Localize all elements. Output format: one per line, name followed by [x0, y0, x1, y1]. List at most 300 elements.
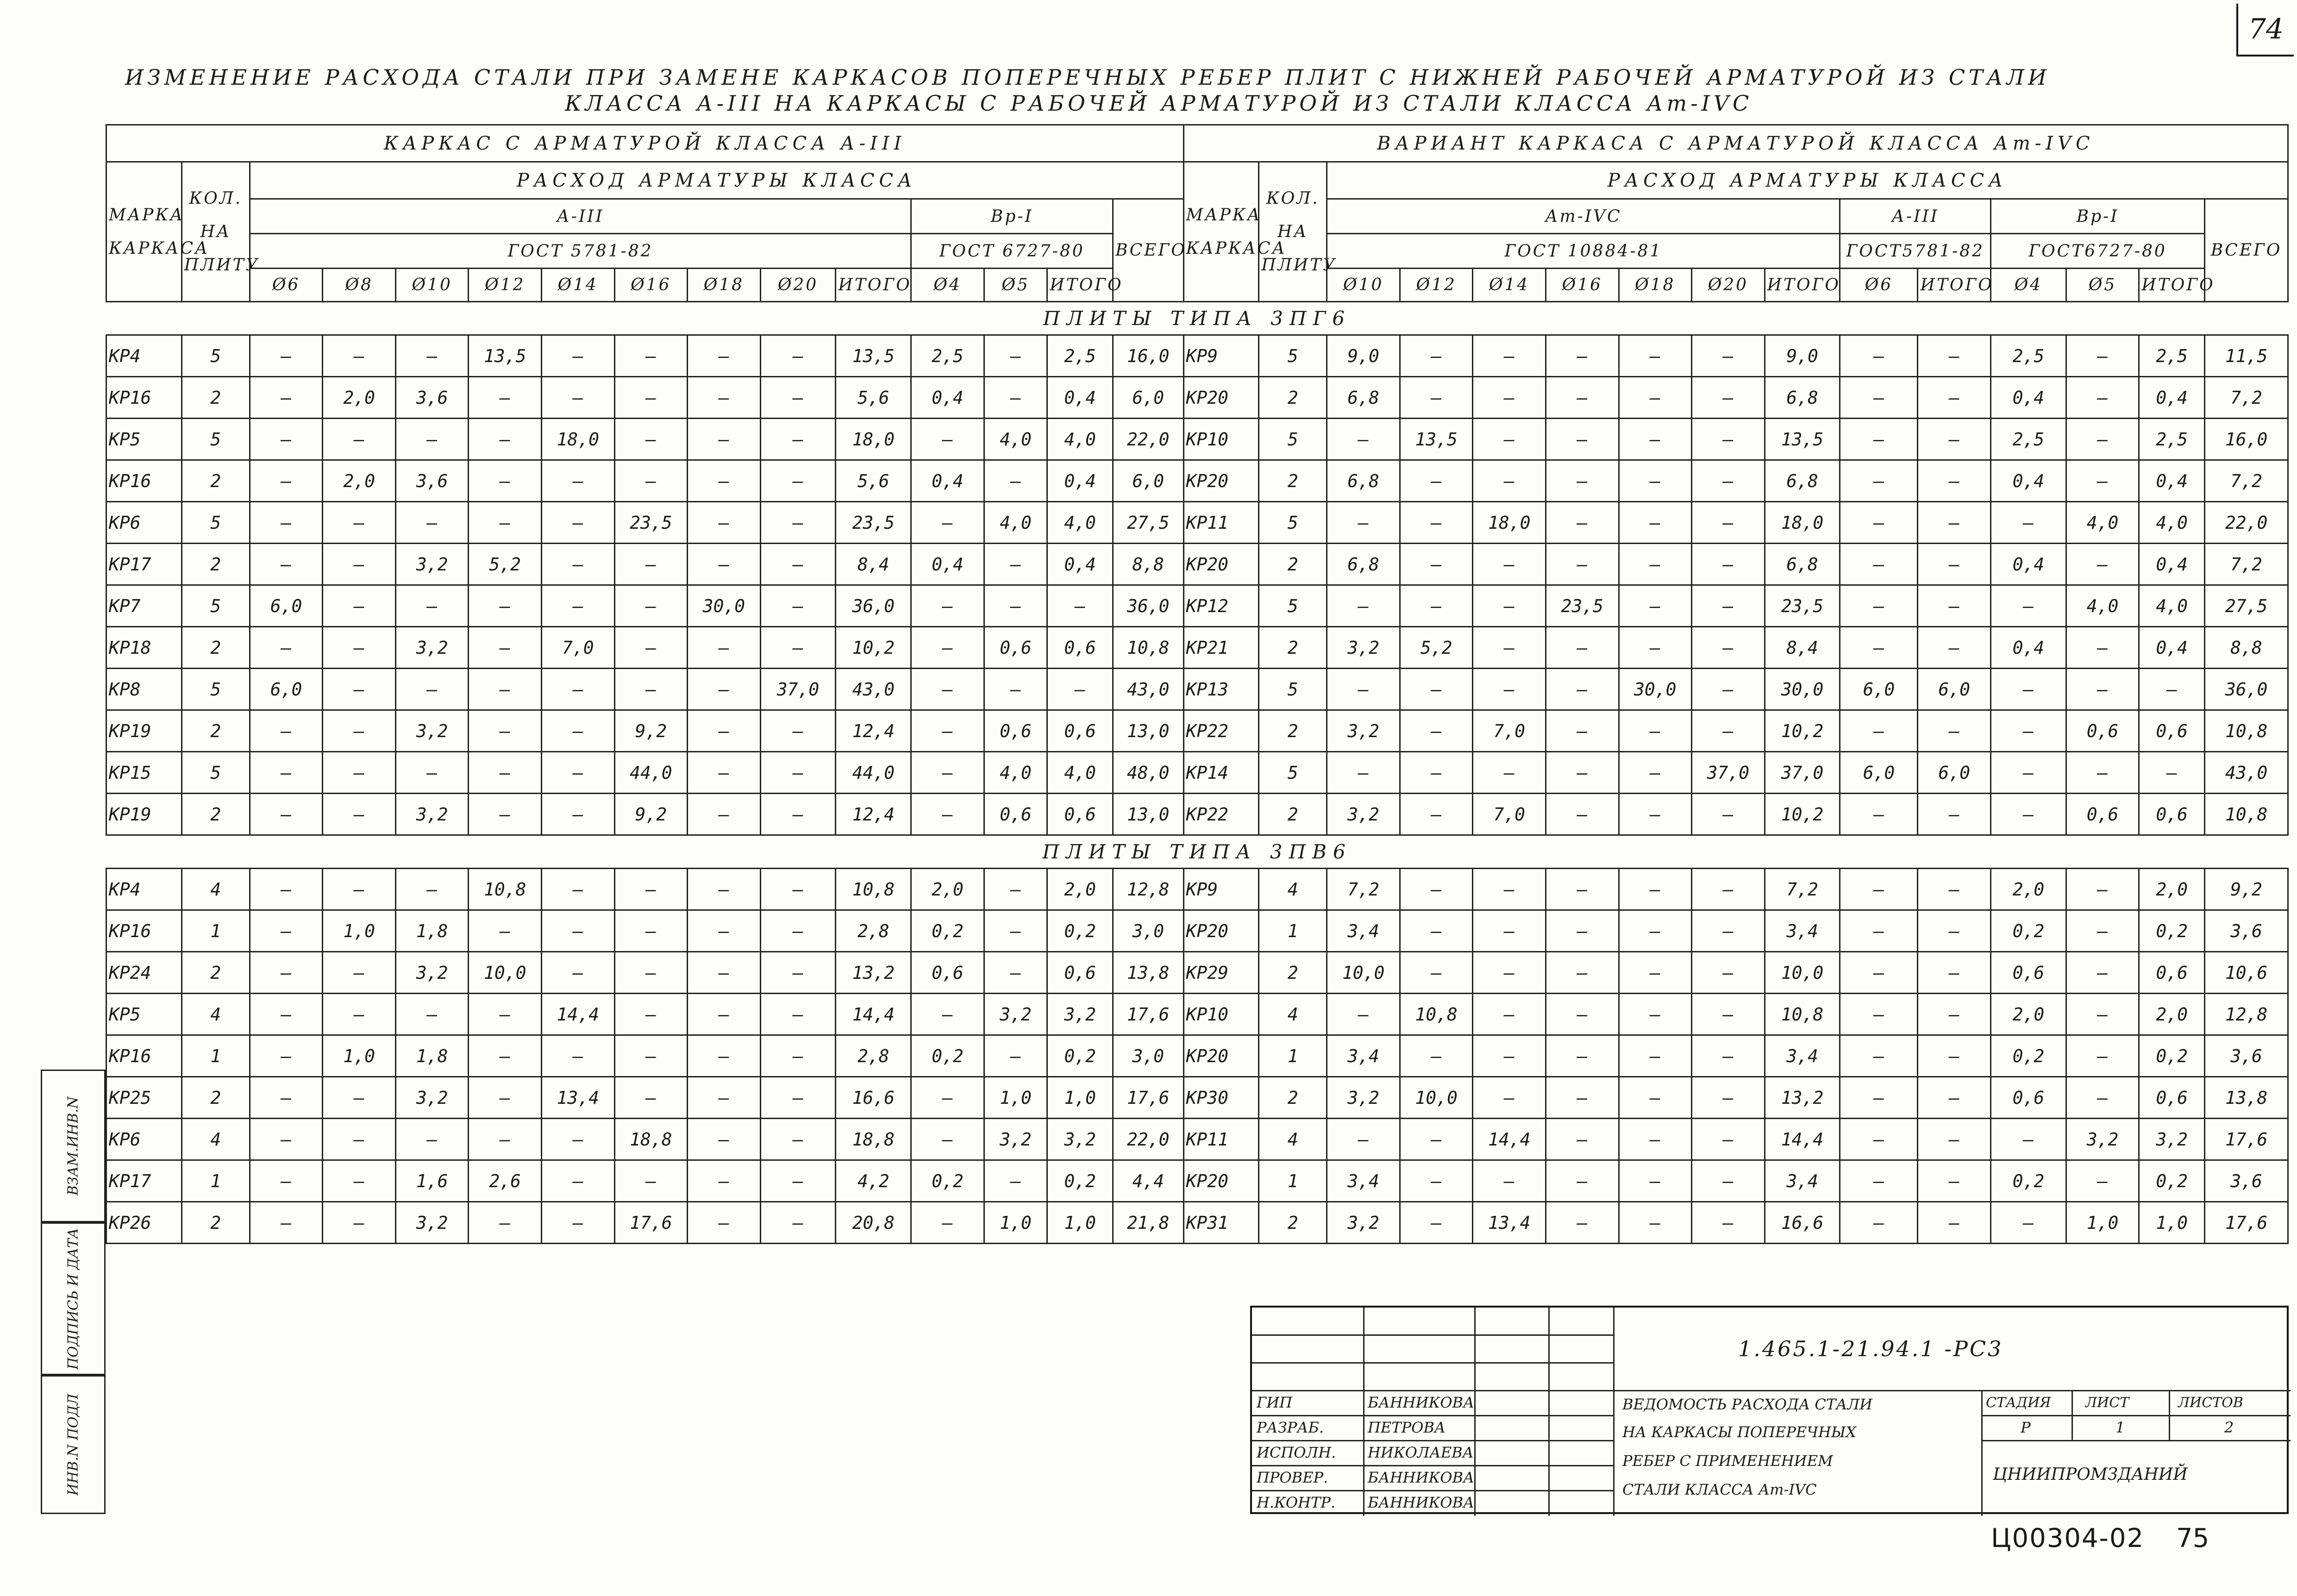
table-cell: 5: [182, 585, 250, 627]
table-cell: —: [1473, 752, 1546, 794]
table-cell: 6,0: [250, 669, 323, 710]
table-cell: 2: [1259, 952, 1327, 994]
left-bp1-diam-header: ИТОГО: [1047, 269, 1113, 302]
table-cell: —: [1546, 1119, 1619, 1160]
frame-mark-cell: КР17: [106, 1160, 182, 1202]
frame-mark-cell: КР16: [106, 910, 182, 952]
table-cell: 5: [182, 502, 250, 544]
table-cell: 6,0: [1113, 460, 1183, 502]
table-cell: —: [250, 419, 323, 460]
table-cell: 0,2: [1991, 1160, 2066, 1202]
table-cell: —: [1840, 710, 1918, 752]
table-cell: —: [1991, 710, 2066, 752]
table-cell: —: [1991, 1202, 2066, 1244]
table-cell: —: [1619, 794, 1692, 835]
table-cell: —: [250, 1202, 323, 1244]
frame-mark-cell: КР20: [1183, 910, 1259, 952]
frame-mark-cell: КР4: [106, 335, 182, 377]
table-cell: —: [542, 1202, 615, 1244]
table-cell: —: [1692, 910, 1765, 952]
table-cell: —: [1400, 1202, 1473, 1244]
table-cell: 0,6: [1991, 1077, 2066, 1119]
table-cell: 12,4: [836, 794, 911, 835]
title-block-name: БАННИКОВА: [1368, 1394, 1475, 1411]
table-cell: 0,6: [1047, 952, 1113, 994]
table-cell: —: [1546, 752, 1619, 794]
table-cell: 3,2: [1327, 1077, 1400, 1119]
table-cell: 5: [1259, 585, 1327, 627]
table-cell: —: [469, 377, 542, 419]
table-cell: —: [250, 377, 323, 419]
right-consumption-header: РАСХОД АРМАТУРЫ КЛАССА: [1327, 162, 2288, 199]
frame-mark-cell: КР10: [1183, 419, 1259, 460]
table-cell: —: [2139, 752, 2205, 794]
table-cell: 10,8: [836, 869, 911, 910]
table-cell: —: [760, 910, 836, 952]
table-cell: —: [1991, 1119, 2066, 1160]
table-cell: 5: [1259, 752, 1327, 794]
table-cell: —: [1840, 1035, 1918, 1077]
table-cell: —: [250, 335, 323, 377]
table-cell: —: [1619, 952, 1692, 994]
table-cell: 0,6: [2139, 710, 2205, 752]
table-cell: 1,0: [2066, 1202, 2139, 1244]
title-block-name: БАННИКОВА: [1368, 1469, 1475, 1486]
table-row: [106, 1202, 2288, 1244]
description-line2: НА КАРКАСЫ ПОПЕРЕЧНЫХ: [1622, 1423, 1857, 1441]
table-cell: —: [614, 1160, 688, 1202]
right-a3-diam-header: ИТОГО: [1918, 269, 1991, 302]
table-cell: —: [2066, 419, 2139, 460]
table-cell: 12,4: [836, 710, 911, 752]
table-cell: —: [911, 1119, 984, 1160]
right-total-header: ВСЕГО: [2205, 199, 2288, 302]
table-cell: 12,8: [2205, 994, 2288, 1035]
table-cell: 7,2: [1765, 869, 1840, 910]
table-cell: 3,2: [2066, 1119, 2139, 1160]
table-cell: —: [984, 869, 1047, 910]
table-cell: 0,6: [1047, 710, 1113, 752]
table-cell: 13,8: [1113, 952, 1183, 994]
table-cell: —: [1546, 460, 1619, 502]
table-cell: —: [911, 994, 984, 1035]
table-cell: —: [250, 910, 323, 952]
left-class-a3: А-III: [250, 199, 911, 234]
table-cell: —: [1327, 502, 1400, 544]
frame-mark-cell: КР11: [1183, 502, 1259, 544]
table-cell: 4,0: [984, 752, 1047, 794]
table-cell: 13,0: [1113, 710, 1183, 752]
table-cell: —: [2066, 1077, 2139, 1119]
frame-mark-cell: КР20: [1183, 377, 1259, 419]
table-cell: —: [1473, 377, 1546, 419]
table-cell: 13,5: [1765, 419, 1840, 460]
table-cell: 3,2: [1327, 710, 1400, 752]
table-cell: 36,0: [836, 585, 911, 627]
table-cell: —: [760, 1119, 836, 1160]
table-cell: 3,2: [395, 794, 469, 835]
table-cell: —: [1619, 335, 1692, 377]
table-cell: —: [1918, 710, 1991, 752]
table-cell: —: [614, 627, 688, 669]
table-cell: —: [1918, 1119, 1991, 1160]
table-cell: —: [614, 669, 688, 710]
table-filler: [106, 1244, 2288, 1271]
table-cell: 4,0: [1047, 419, 1113, 460]
table-cell: —: [1546, 1160, 1619, 1202]
table-cell: —: [1840, 1077, 1918, 1119]
table-cell: —: [469, 669, 542, 710]
table-cell: 30,0: [1619, 669, 1692, 710]
table-cell: 0,6: [984, 710, 1047, 752]
table-cell: —: [688, 335, 761, 377]
table-cell: —: [1619, 910, 1692, 952]
table-cell: 3,2: [395, 1202, 469, 1244]
table-cell: —: [688, 869, 761, 910]
table-cell: —: [760, 544, 836, 585]
table-cell: —: [1400, 1035, 1473, 1077]
table-cell: 0,2: [911, 910, 984, 952]
table-cell: —: [250, 952, 323, 994]
table-cell: —: [1918, 794, 1991, 835]
table-cell: —: [1473, 869, 1546, 910]
right-at4-diam-header: Ø20: [1692, 269, 1765, 302]
table-cell: 13,5: [836, 335, 911, 377]
table-cell: —: [395, 335, 469, 377]
table-cell: 6,8: [1327, 460, 1400, 502]
table-cell: 2,0: [1991, 869, 2066, 910]
table-cell: 3,4: [1327, 1035, 1400, 1077]
table-cell: 18,8: [836, 1119, 911, 1160]
table-cell: 17,6: [1113, 1077, 1183, 1119]
table-cell: 0,2: [1047, 1160, 1113, 1202]
table-cell: —: [1619, 585, 1692, 627]
table-cell: —: [1692, 460, 1765, 502]
table-cell: 2,0: [1047, 869, 1113, 910]
table-cell: 4,0: [2066, 502, 2139, 544]
table-cell: —: [1692, 1119, 1765, 1160]
right-bp1-diam-header: ИТОГО: [2139, 269, 2205, 302]
table-cell: 3,4: [1327, 1160, 1400, 1202]
table-cell: —: [469, 585, 542, 627]
table-cell: 17,6: [2205, 1119, 2288, 1160]
table-cell: —: [1047, 669, 1113, 710]
table-cell: 3,0: [1113, 1035, 1183, 1077]
left-a3-diam-header: Ø18: [688, 269, 761, 302]
document-title-line2: КЛАССА А-III НА КАРКАСЫ С РАБОЧЕЙ АРМАТУРОЙ ИЗ СТАЛИ КЛАССА Ат-IVС: [565, 91, 1753, 116]
table-cell: —: [1400, 669, 1473, 710]
table-cell: 3,6: [2205, 1160, 2288, 1202]
table-cell: —: [250, 752, 323, 794]
table-cell: 0,2: [1047, 1035, 1113, 1077]
table-cell: 10,8: [1113, 627, 1183, 669]
table-cell: —: [323, 869, 396, 910]
table-cell: —: [1918, 502, 1991, 544]
table-cell: 6,0: [1918, 669, 1991, 710]
table-cell: —: [2066, 869, 2139, 910]
table-cell: 2: [1259, 1202, 1327, 1244]
table-cell: —: [1918, 1160, 1991, 1202]
right-at4-diam-header: Ø14: [1473, 269, 1546, 302]
table-cell: —: [1546, 869, 1619, 910]
table-cell: —: [1473, 1035, 1546, 1077]
title-block-role: ПРОВЕР.: [1257, 1469, 1328, 1486]
table-cell: —: [2066, 460, 2139, 502]
table-cell: 2: [1259, 627, 1327, 669]
table-row: [106, 752, 2288, 794]
table-cell: 10,2: [1765, 794, 1840, 835]
section-title: ПЛИТЫ ТИПА 3ПВ6: [106, 835, 2288, 869]
table-cell: 1: [1259, 1035, 1327, 1077]
table-cell: 16,6: [836, 1077, 911, 1119]
table-cell: —: [250, 869, 323, 910]
table-cell: 0,6: [2139, 794, 2205, 835]
table-cell: —: [1400, 952, 1473, 994]
table-cell: 13,2: [836, 952, 911, 994]
table-cell: 6,0: [1113, 377, 1183, 419]
table-cell: 18,0: [1765, 502, 1840, 544]
table-cell: 3,0: [1113, 910, 1183, 952]
table-cell: 5,2: [1400, 627, 1473, 669]
left-gost-bp1: ГОСТ 6727-80: [911, 234, 1113, 269]
table-cell: —: [688, 1035, 761, 1077]
frame-mark-cell: КР24: [106, 952, 182, 994]
frame-mark-cell: КР5: [106, 994, 182, 1035]
table-cell: 7,0: [542, 627, 615, 669]
table-cell: 2,5: [1991, 419, 2066, 460]
table-cell: —: [1991, 669, 2066, 710]
table-cell: 2,5: [2139, 419, 2205, 460]
table-cell: 1: [182, 1160, 250, 1202]
table-cell: —: [1918, 1077, 1991, 1119]
table-cell: 14,4: [542, 994, 615, 1035]
side-stamp-replace-inv-label: ВЗАМ.ИНВ.N: [65, 1096, 81, 1195]
table-cell: —: [1619, 377, 1692, 419]
table-cell: 0,6: [2066, 710, 2139, 752]
table-cell: 0,4: [911, 544, 984, 585]
table-cell: —: [1840, 994, 1918, 1035]
frame-mark-cell: КР16: [106, 1035, 182, 1077]
table-cell: —: [1619, 869, 1692, 910]
table-cell: —: [760, 627, 836, 669]
table-cell: —: [760, 335, 836, 377]
table-cell: 2: [182, 1202, 250, 1244]
table-cell: —: [1546, 994, 1619, 1035]
table-cell: —: [469, 1119, 542, 1160]
table-cell: 4,4: [1113, 1160, 1183, 1202]
table-cell: —: [1400, 502, 1473, 544]
table-cell: —: [688, 1077, 761, 1119]
table-cell: 0,4: [911, 377, 984, 419]
table-cell: —: [1840, 335, 1918, 377]
table-cell: 44,0: [614, 752, 688, 794]
frame-mark-cell: КР19: [106, 794, 182, 835]
table-cell: —: [1546, 669, 1619, 710]
frame-mark-cell: КР19: [106, 710, 182, 752]
table-cell: —: [542, 1035, 615, 1077]
table-cell: —: [911, 752, 984, 794]
table-cell: 4,0: [1047, 752, 1113, 794]
table-cell: 6,0: [1840, 669, 1918, 710]
table-cell: —: [688, 952, 761, 994]
table-cell: —: [1546, 627, 1619, 669]
table-cell: —: [911, 502, 984, 544]
section-title: ПЛИТЫ ТИПА 3ПГ6: [106, 302, 2288, 335]
table-cell: 4: [1259, 1119, 1327, 1160]
table-cell: 0,2: [2139, 910, 2205, 952]
table-cell: —: [250, 794, 323, 835]
table-cell: —: [688, 1202, 761, 1244]
frame-mark-cell: КР14: [1183, 752, 1259, 794]
section-header-row: [106, 302, 2288, 335]
table-cell: 5: [182, 335, 250, 377]
table-cell: —: [2066, 952, 2139, 994]
table-cell: 1: [1259, 1160, 1327, 1202]
table-cell: —: [760, 585, 836, 627]
table-cell: 9,2: [614, 794, 688, 835]
table-cell: —: [1400, 1119, 1473, 1160]
table-cell: —: [1692, 952, 1765, 994]
table-cell: —: [911, 1077, 984, 1119]
table-cell: 0,4: [1991, 544, 2066, 585]
table-cell: 2: [1259, 794, 1327, 835]
table-cell: 9,2: [2205, 869, 2288, 910]
table-cell: —: [614, 460, 688, 502]
right-gost-bp1: ГОСТ6727-80: [1991, 234, 2205, 269]
right-gost-a3: ГОСТ5781-82: [1840, 234, 1991, 269]
table-cell: —: [1546, 335, 1619, 377]
title-block-name: ПЕТРОВА: [1368, 1419, 1446, 1436]
table-cell: —: [760, 460, 836, 502]
table-cell: —: [250, 1119, 323, 1160]
table-cell: 2: [1259, 460, 1327, 502]
frame-mark-cell: КР6: [106, 1119, 182, 1160]
table-cell: —: [469, 752, 542, 794]
table-cell: —: [984, 377, 1047, 419]
table-cell: 1,0: [2139, 1202, 2205, 1244]
table-cell: —: [2139, 669, 2205, 710]
table-cell: —: [1400, 794, 1473, 835]
table-cell: —: [614, 419, 688, 460]
table-cell: —: [984, 544, 1047, 585]
table-cell: —: [395, 419, 469, 460]
description-line4: СТАЛИ КЛАССА Ат-IVС: [1622, 1481, 1817, 1498]
table-cell: 5: [1259, 502, 1327, 544]
table-cell: —: [1991, 585, 2066, 627]
table-cell: 4: [182, 994, 250, 1035]
title-block: [1250, 1306, 2289, 1514]
table-cell: —: [1473, 585, 1546, 627]
table-cell: —: [542, 335, 615, 377]
table-cell: 17,6: [2205, 1202, 2288, 1244]
table-cell: 3,6: [2205, 910, 2288, 952]
table-row: [106, 794, 2288, 835]
right-class-bp1: Вр-I: [1991, 199, 2205, 234]
table-cell: 7,0: [1473, 710, 1546, 752]
table-cell: —: [1400, 869, 1473, 910]
table-cell: 4,0: [2066, 585, 2139, 627]
table-cell: —: [542, 869, 615, 910]
table-cell: 5: [182, 752, 250, 794]
table-cell: —: [688, 1119, 761, 1160]
table-cell: —: [1840, 377, 1918, 419]
table-cell: —: [1991, 794, 2066, 835]
table-cell: —: [1918, 335, 1991, 377]
table-cell: 37,0: [1692, 752, 1765, 794]
table-cell: 3,4: [1765, 1035, 1840, 1077]
table-cell: —: [1619, 627, 1692, 669]
table-cell: —: [542, 669, 615, 710]
left-a3-diam-header: Ø8: [323, 269, 396, 302]
table-cell: —: [395, 502, 469, 544]
table-cell: —: [395, 994, 469, 1035]
table-cell: —: [911, 419, 984, 460]
table-cell: —: [614, 585, 688, 627]
table-cell: —: [614, 994, 688, 1035]
table-cell: —: [1918, 585, 1991, 627]
stage-value: Р: [2021, 1419, 2031, 1436]
left-a3-diam-header: Ø12: [469, 269, 542, 302]
table-cell: 10,0: [1765, 952, 1840, 994]
left-class-bp1: Вр-I: [911, 199, 1113, 234]
title-block-name: БАННИКОВА: [1368, 1494, 1475, 1511]
table-cell: 2,0: [323, 377, 396, 419]
table-cell: 37,0: [760, 669, 836, 710]
table-cell: —: [1692, 544, 1765, 585]
table-cell: —: [1400, 460, 1473, 502]
steel-consumption-table: [106, 124, 2289, 1271]
table-cell: 4,0: [2139, 585, 2205, 627]
frame-mark-cell: КР22: [1183, 794, 1259, 835]
frame-mark-cell: КР20: [1183, 1160, 1259, 1202]
frame-mark-cell: КР30: [1183, 1077, 1259, 1119]
left-consumption-header: РАСХОД АРМАТУРЫ КЛАССА: [250, 162, 1183, 199]
frame-mark-cell: КР16: [106, 460, 182, 502]
table-cell: —: [760, 994, 836, 1035]
table-cell: —: [469, 627, 542, 669]
table-cell: —: [1692, 1077, 1765, 1119]
table-cell: —: [323, 627, 396, 669]
table-cell: 2: [182, 952, 250, 994]
table-cell: —: [469, 1035, 542, 1077]
table-cell: 10,2: [1765, 710, 1840, 752]
table-cell: —: [614, 952, 688, 994]
side-stamp-sign-date-label: ПОДПИСЬ И ДАТА: [65, 1228, 81, 1370]
table-cell: —: [614, 1035, 688, 1077]
table-cell: 0,2: [1047, 910, 1113, 952]
organization: ЦНИИПРОМЗДАНИЙ: [1993, 1465, 2188, 1484]
table-cell: —: [469, 419, 542, 460]
table-cell: 10,8: [1400, 994, 1473, 1035]
frame-mark-cell: КР25: [106, 1077, 182, 1119]
table-cell: —: [1840, 627, 1918, 669]
table-cell: 2: [1259, 377, 1327, 419]
table-cell: 10,8: [2205, 794, 2288, 835]
table-cell: 0,4: [1047, 460, 1113, 502]
table-cell: 8,8: [1113, 544, 1183, 585]
table-cell: —: [1619, 460, 1692, 502]
side-stamp-inv-no-label: ИНВ.N ПОДЛ: [65, 1394, 81, 1496]
table-cell: 7,2: [2205, 460, 2288, 502]
table-cell: 3,2: [395, 952, 469, 994]
table-cell: —: [760, 1202, 836, 1244]
frame-mark-cell: КР5: [106, 419, 182, 460]
table-cell: —: [1546, 710, 1619, 752]
table-cell: —: [250, 1035, 323, 1077]
table-cell: 43,0: [836, 669, 911, 710]
table-cell: 7,0: [1473, 794, 1546, 835]
table-cell: 1,6: [395, 1160, 469, 1202]
